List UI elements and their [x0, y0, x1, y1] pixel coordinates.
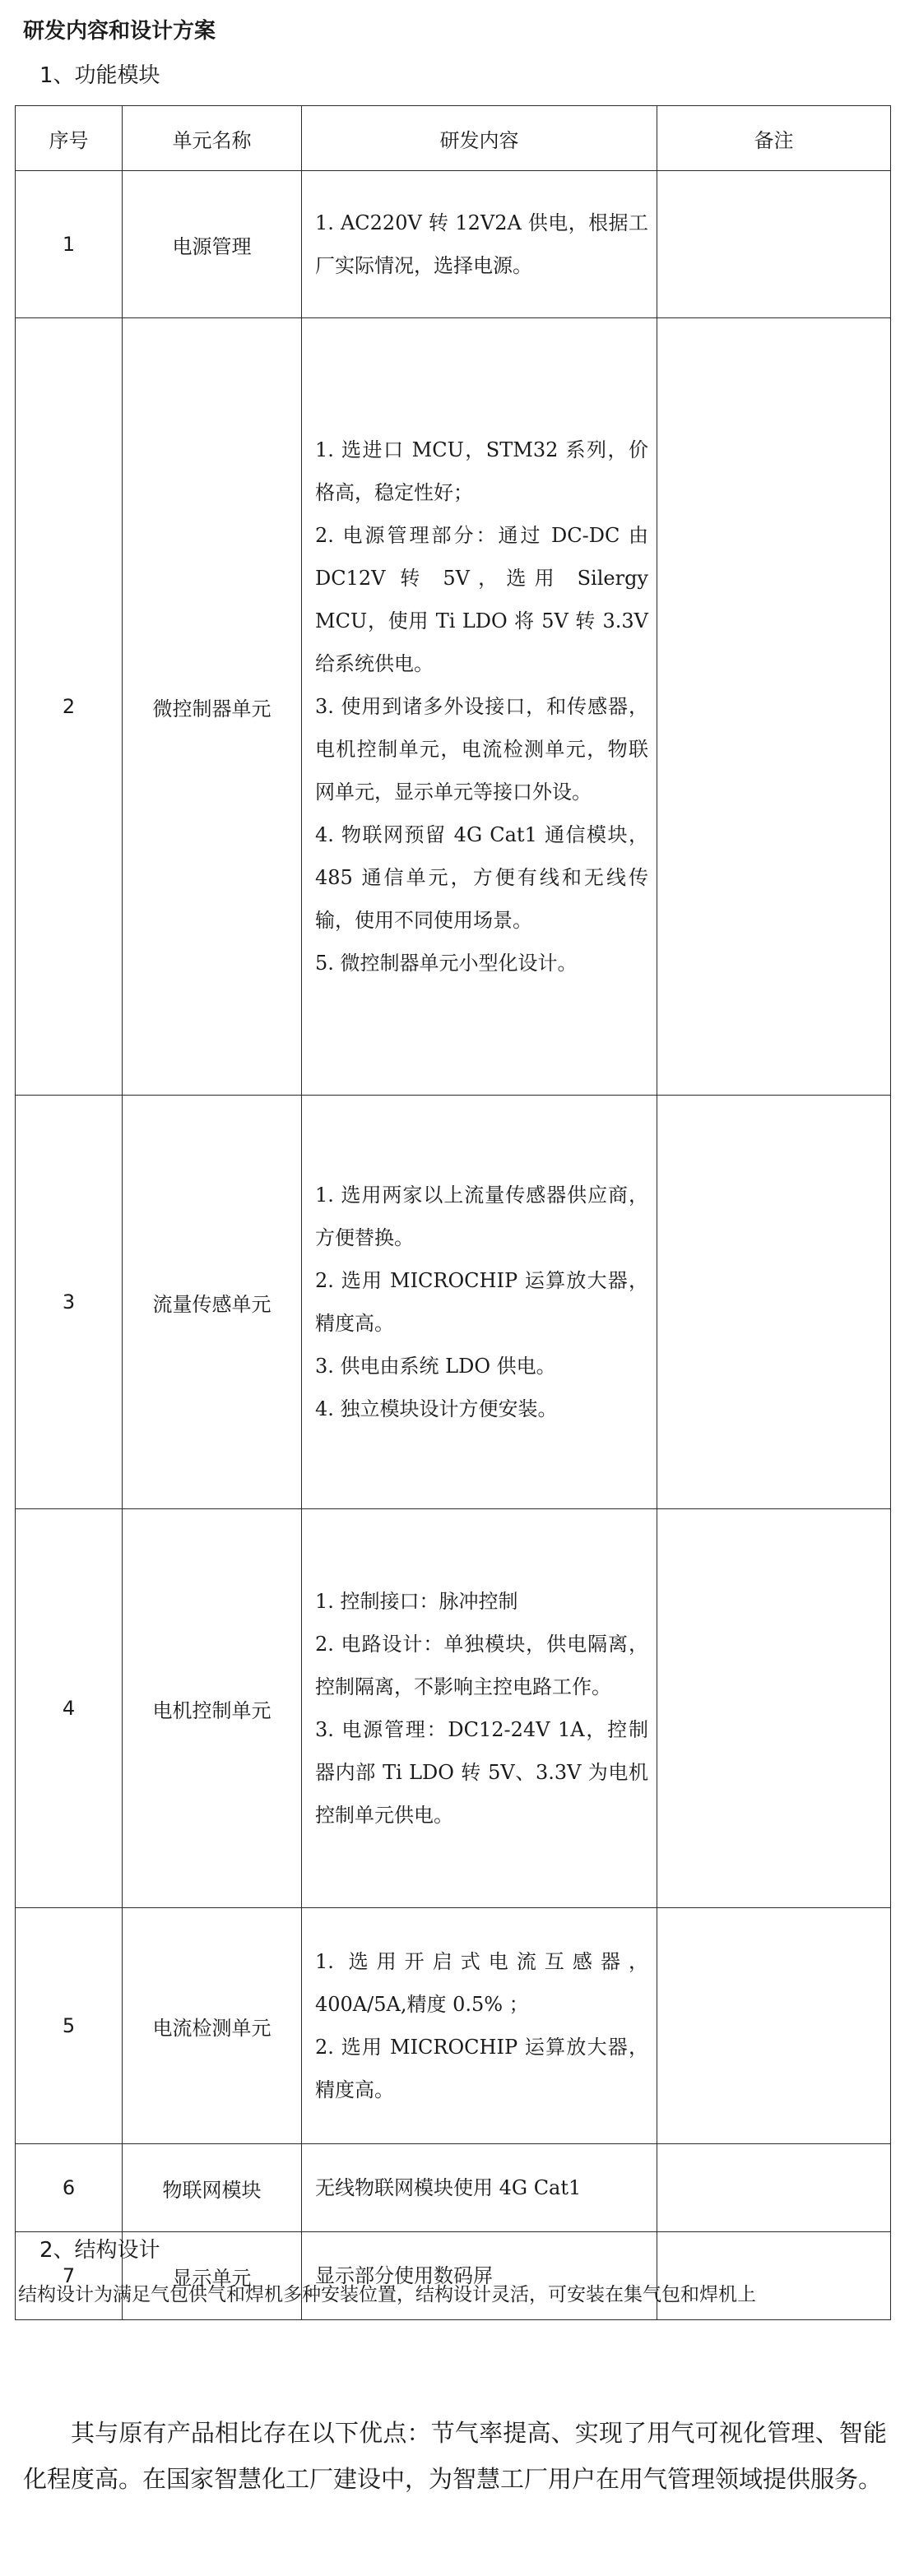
content-point: 3. 供电由系统 LDO 供电。 [315, 1355, 556, 1378]
section-heading-structure: 2、结构设计 [39, 2238, 160, 2263]
content-cell [302, 1096, 657, 1509]
content-point: 5. 微控制器单元小型化设计。 [315, 952, 578, 975]
unit-name: 微控制器单元 [123, 318, 302, 1096]
remark-cell [657, 171, 891, 318]
content-point: 1. 选用两家以上流量传感器供应商，方便替换。 [315, 1184, 648, 1249]
unit-name: 电机控制单元 [123, 1509, 302, 1908]
content-point: 1. 选进口 MCU，STM32 系列，价格高，稳定性好； [315, 438, 648, 504]
document-title: 研发内容和设计方案 [23, 19, 216, 44]
section-heading-modules: 1、功能模块 [39, 63, 160, 88]
content-cell [302, 171, 657, 318]
remark-cell [657, 318, 891, 1096]
content-point: 1. AC220V 转 12V2A 供电，根据工厂实际情况，选择电源。 [315, 211, 648, 277]
row-number: 7 [16, 2232, 123, 2320]
structure-design-text: 结构设计为满足气包供气和焊机多种安装位置，结构设计灵活，可安装在集气包和焊机上 [18, 2284, 756, 2305]
remark-cell [657, 2144, 891, 2232]
row-number: 1 [16, 171, 123, 318]
table-header-row [16, 106, 891, 171]
content-point: 3. 使用到诸多外设接口，和传感器，电机控制单元，电流检测单元，物联网单元，显示单元等接口外设。 [315, 695, 648, 804]
table-row [16, 1908, 891, 2144]
content-point: 4. 物联网预留 4G Cat1 通信模块，485 通信单元，方便有线和无线传输，使用不同使用场景。 [315, 823, 648, 932]
table-row [16, 1509, 891, 1908]
header-remark: 备注 [657, 106, 891, 171]
content-cell [302, 1908, 657, 2144]
remark-cell [657, 1509, 891, 1908]
content-cell [302, 1509, 657, 1908]
table-row [16, 171, 891, 318]
unit-name: 电源管理 [123, 171, 302, 318]
content-point: 1. 控制接口：脉冲控制 [315, 1590, 518, 1613]
content-point: 无线物联网模块使用 4G Cat1 [315, 2176, 582, 2199]
content-point: 2. 电源管理部分：通过 DC-DC 由 DC12V 转 5V，选用 Silergy MCU，使用 Ti LDO 将 5V 转 3.3V 给系统供电。 [315, 524, 648, 675]
header-content: 研发内容 [302, 106, 657, 171]
remark-cell [657, 1096, 891, 1509]
row-number: 6 [16, 2144, 123, 2232]
header-unit-name: 单元名称 [123, 106, 302, 171]
advantage-paragraph: 其与原有产品相比存在以下优点：节气率提高、实现了用气可视化管理、智能化程度高。在国家智慧化工厂建设中，为智慧工厂用户在用气管理领域提供服务。 [23, 2419, 887, 2493]
content-point: 2. 选用 MICROCHIP 运算放大器，精度高。 [315, 1269, 648, 1335]
content-point: 3. 电源管理：DC12-24V 1A，控制器内部 Ti LDO 转 5V、3.3V 为电机控制单元供电。 [315, 1718, 648, 1827]
unit-name: 流量传感单元 [123, 1096, 302, 1509]
content-point: 2. 选用 MICROCHIP 运算放大器，精度高。 [315, 2036, 648, 2101]
unit-name: 显示单元 [123, 2232, 302, 2320]
row-number: 2 [16, 318, 123, 1096]
row-number: 4 [16, 1509, 123, 1908]
remark-cell [657, 1908, 891, 2144]
table-row [16, 318, 891, 1096]
unit-name: 电流检测单元 [123, 1908, 302, 2144]
content-cell [302, 2144, 657, 2232]
row-number: 3 [16, 1096, 123, 1509]
content-point: 2. 电路设计：单独模块，供电隔离，控制隔离，不影响主控电路工作。 [315, 1633, 648, 1698]
row-number: 5 [16, 1908, 123, 2144]
table-row [16, 2144, 891, 2232]
table-row [16, 1096, 891, 1509]
header-no: 序号 [16, 106, 123, 171]
content-cell [302, 318, 657, 1096]
unit-name: 物联网模块 [123, 2144, 302, 2232]
content-point: 显示部分使用数码屏 [315, 2264, 493, 2287]
content-point: 4. 独立模块设计方便安装。 [315, 1397, 558, 1420]
content-point: 1. 选用开启式电流互感器，400A/5A,精度 0.5% ； [315, 1950, 648, 2016]
function-module-table [15, 105, 891, 2320]
